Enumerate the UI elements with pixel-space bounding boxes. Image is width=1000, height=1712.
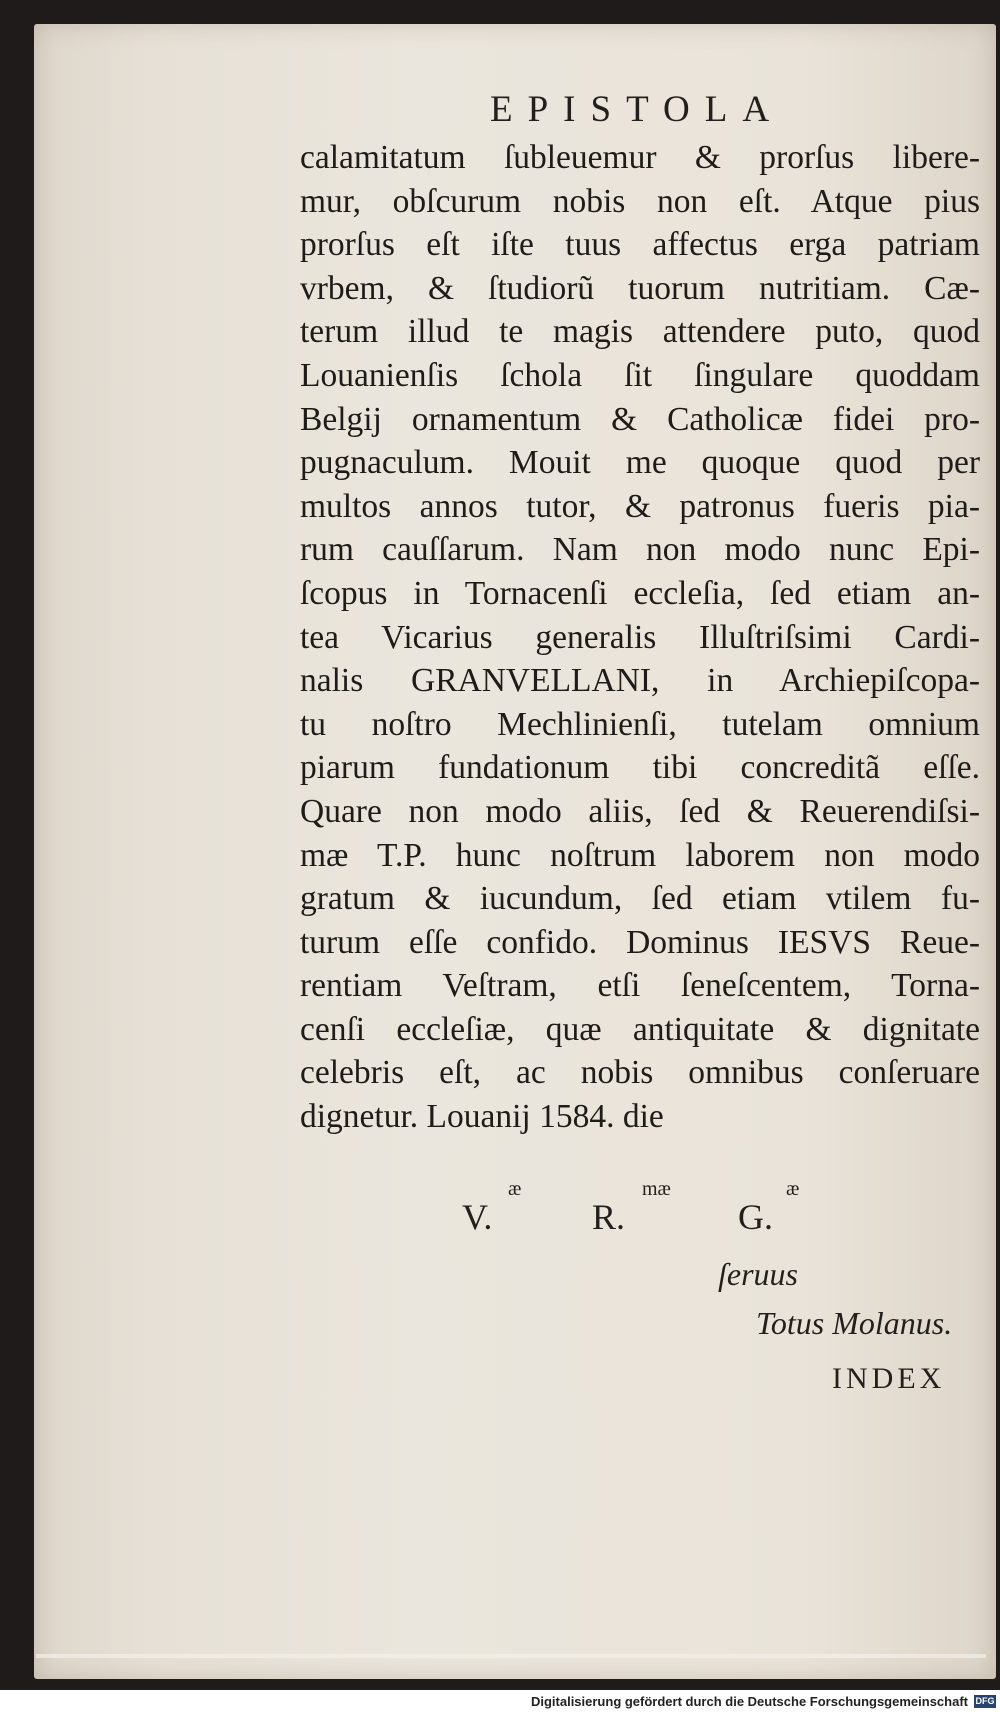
text-line: rum cauſſarum. Nam non modo nunc Epi- (300, 531, 980, 569)
catchword: INDEX (832, 1362, 946, 1395)
text-line: tea Vicarius generalis Illuſtriſsimi Cardi- (300, 618, 980, 656)
text-line: nalis GRANVELLANI, in Archiepiſcopa- (300, 662, 980, 700)
letter-body (300, 136, 980, 1139)
text-line: vrbem, & ſtudiorũ tuorum nutritiam. Cæ- (300, 269, 980, 307)
text-line: tu noſtro Mechlinienſi, tutelam omnium (300, 705, 980, 743)
text-line: gratum & iucundum, ſed etiam vtilem fu- (300, 880, 980, 918)
text-line: multos annos tutor, & patronus fueris pia- (300, 487, 980, 525)
text-line: cenſi eccleſiæ, quæ antiquitate & dignitate (300, 1010, 980, 1048)
text-line: piarum fundationum tibi concreditã eſſe. (300, 749, 980, 787)
text-line: mæ T.P. hunc noſtrum laborem non modo (300, 836, 980, 874)
text-line: prorſus eſt iſte tuus affectus erga patriam (300, 226, 980, 264)
text-line: rentiam Veſtram, etſi ſeneſcentem, Torna- (300, 967, 980, 1005)
text-line: ſcopus in Tornacenſi eccleſia, ſed etiam an- (300, 574, 980, 612)
text-line: calamitatum ſubleuemur & prorſus libere- (300, 139, 980, 176)
superscript-v: æ (508, 1178, 522, 1200)
signature: Totus Molanus. (756, 1305, 953, 1341)
servus-word: ſeruus (718, 1256, 798, 1292)
text-line: Quare non modo aliis, ſed & Reuerendiſsi- (300, 792, 980, 830)
text-line: Louanienſis ſchola ſit ſingulare quoddam (300, 356, 980, 394)
running-head: EPISTOLA (490, 89, 785, 130)
footer-credit: Digitalisierung gefördert durch die Deutsche Forschungsgemeinschaft (530, 1694, 968, 1709)
text-line: turum eſſe confido. Dominus IESVS Reue- (300, 923, 980, 961)
abbreviation-r: R. (592, 1197, 626, 1237)
text-line-final: dignetur. Louanij 1584. die (300, 1098, 664, 1136)
superscript-g: æ (786, 1178, 800, 1200)
page-edge (36, 1654, 986, 1658)
text-line: terum illud te magis attendere puto, quod (300, 313, 980, 351)
abbreviation-g: G. (738, 1197, 773, 1237)
dfg-logo-icon: DFG (975, 1696, 995, 1706)
text-line: mur, obſcurum nobis non eſt. Atque pius (300, 182, 980, 220)
text-line: celebris eſt, ac nobis omnibus conſeruare (300, 1054, 980, 1092)
text-line: pugnaculum. Mouit me quoque quod per (300, 444, 980, 482)
superscript-r: mæ (642, 1178, 671, 1200)
abbreviation-v: V. (462, 1197, 493, 1237)
text-line: Belgij ornamentum & Catholicæ fidei pro- (300, 400, 980, 438)
